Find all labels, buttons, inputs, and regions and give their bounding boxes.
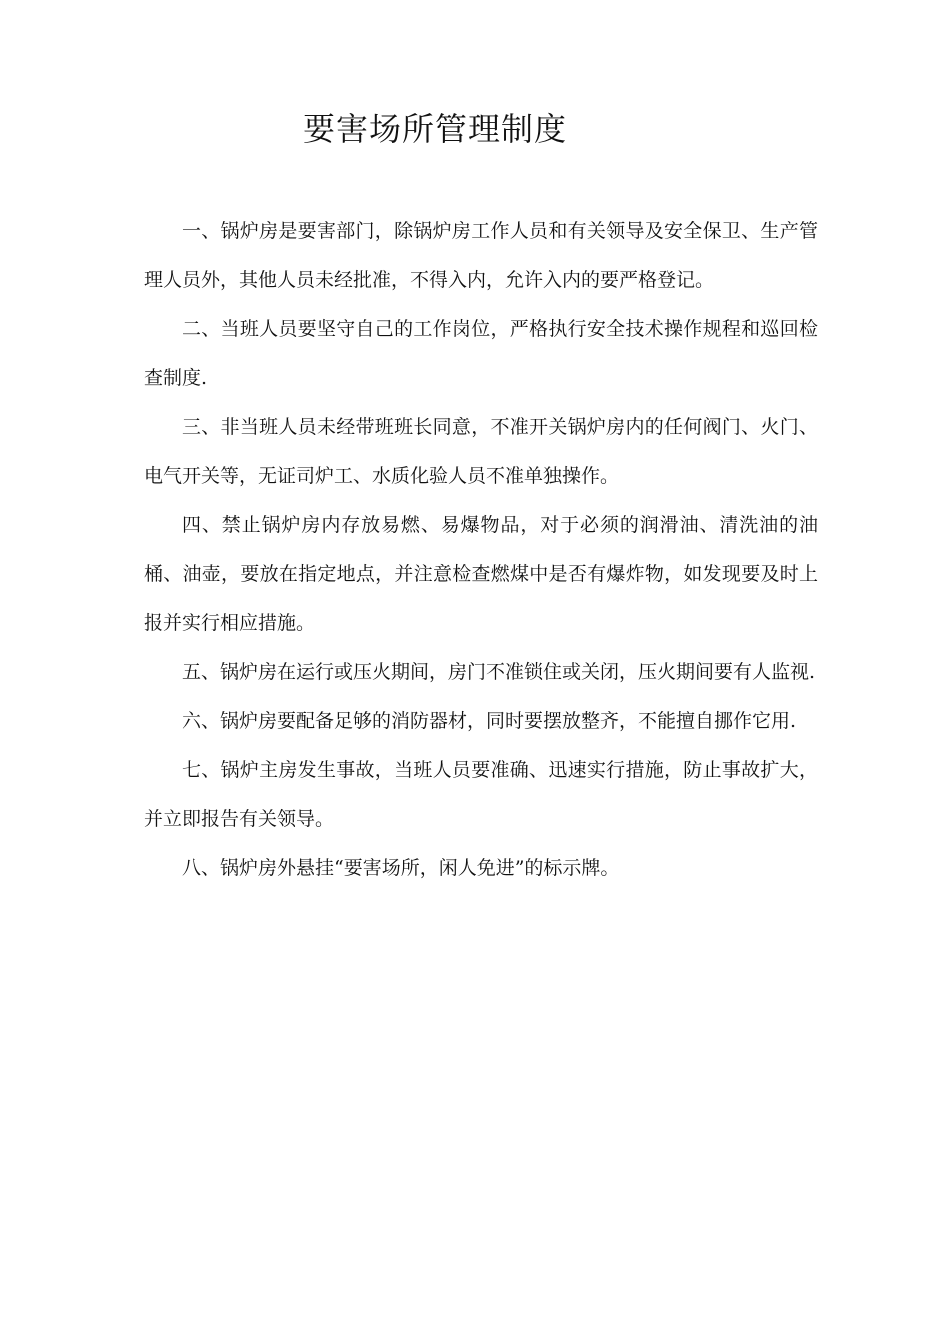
- paragraph-5: 五、锅炉房在运行或压火期间，房门不准锁住或关闭，压火期间要有人监视.: [182, 661, 816, 683]
- paragraph-1: 一、锅炉房是要害部门，除锅炉房工作人员和有关领导及安全保卫、生产管理人员外，其他人员未经批准，不得入内，允许入内的要严格登记。: [144, 220, 818, 291]
- paragraph-6: 六、锅炉房要配备足够的消防器材，同时要摆放整齐，不能擅自挪作它用.: [182, 710, 797, 732]
- page-title: 要害场所管理制度: [302, 110, 567, 148]
- paragraph-2: 二、当班人员要坚守自己的工作岗位，严格执行安全技术操作规程和巡回检查制度.: [144, 318, 818, 389]
- document-body: [144, 207, 818, 893]
- paragraph-3: 三、非当班人员未经带班班长同意，不准开关锅炉房内的任何阀门、火门、电气开关等，无证司炉工、水质化验人员不准单独操作。: [144, 416, 818, 487]
- paragraph-7: 七、锅炉主房发生事故，当班人员要准确、迅速实行措施，防止事故扩大，并立即报告有关领导。: [144, 759, 818, 830]
- paragraph-4: 四、禁止锅炉房内存放易燃、易爆物品，对于必须的润滑油、清洗油的油桶、油壶，要放在指定地点，并注意检查燃煤中是否有爆炸物，如发现要及时上报并实行相应措施。: [144, 514, 818, 634]
- paragraph-8: 八、锅炉房外悬挂“要害场所，闲人免进”的标示牌。: [182, 857, 620, 879]
